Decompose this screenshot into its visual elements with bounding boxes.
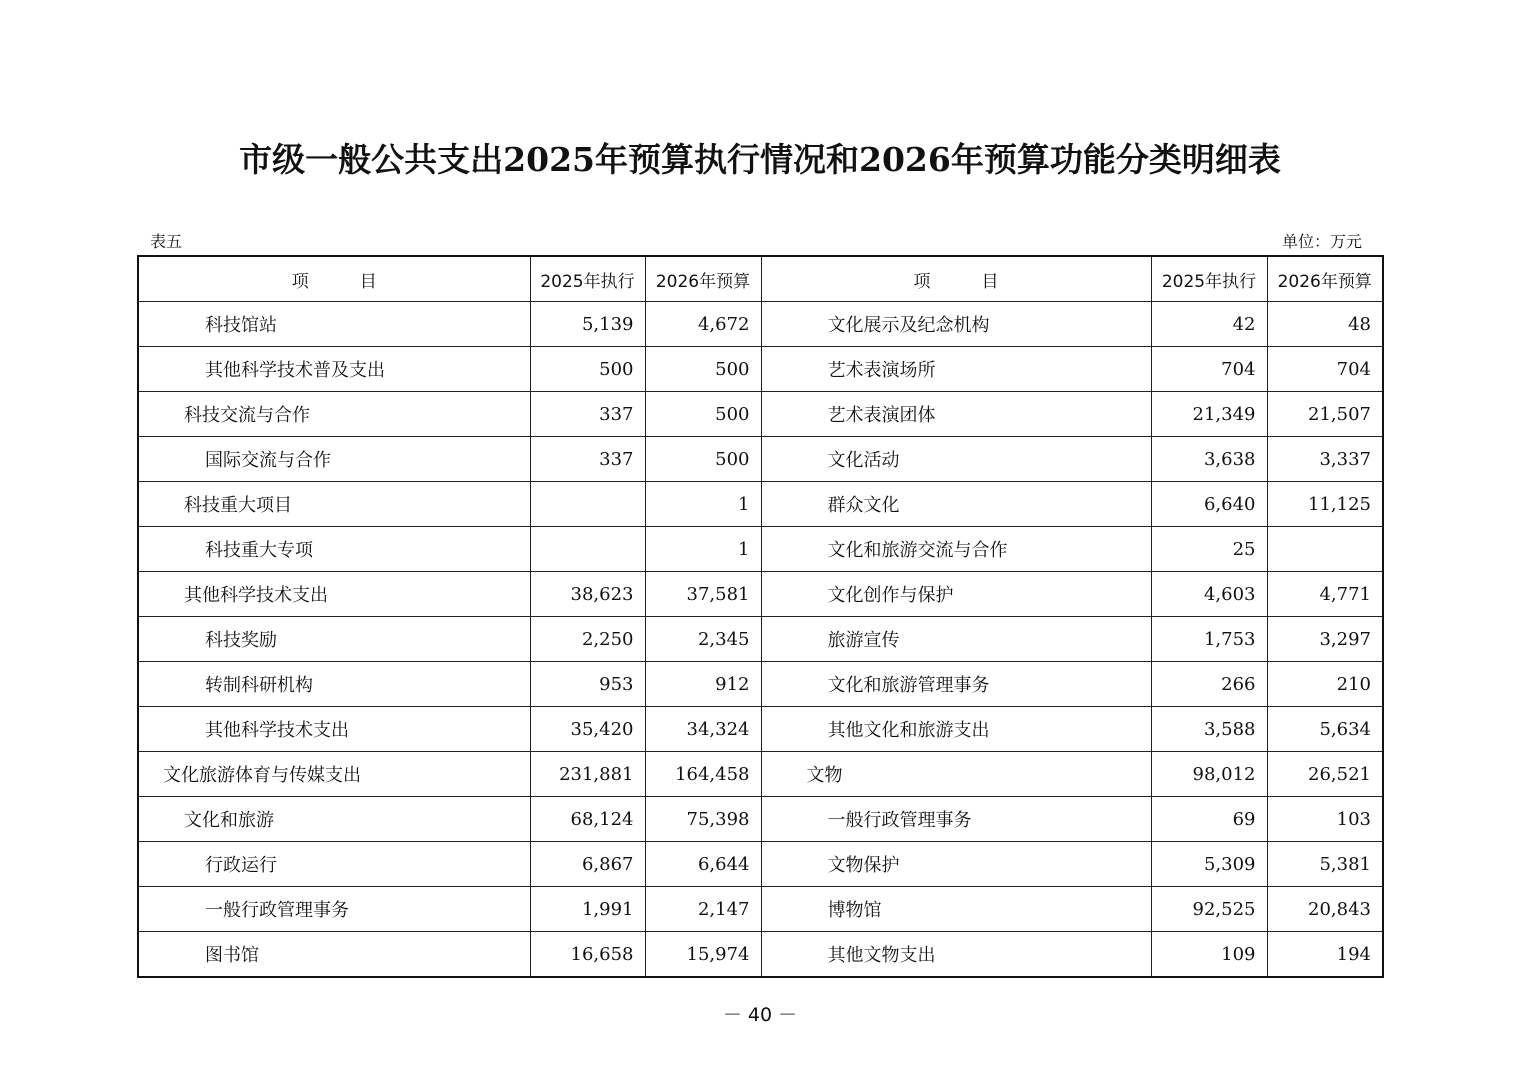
budget2026-value-left: 4,672 (645, 302, 761, 347)
exec2025-value-right: 5,309 (1151, 842, 1267, 887)
budget2026-value-left: 6,644 (645, 842, 761, 887)
budget2026-value-left: 164,458 (645, 752, 761, 797)
budget2026-value-right: 3,337 (1267, 437, 1383, 482)
budget2026-value-left: 1 (645, 482, 761, 527)
budget2026-value-right: 21,507 (1267, 392, 1383, 437)
budget2026-value-right: 5,381 (1267, 842, 1383, 887)
item-name-right: 文化展示及纪念机构 (761, 302, 1151, 347)
item-name-left: 科技交流与合作 (138, 392, 530, 437)
item-name-right: 文化和旅游交流与合作 (761, 527, 1151, 572)
budget2026-value-right (1267, 527, 1383, 572)
header-exec2025-left: 2025年执行 (530, 256, 645, 302)
budget2026-value-right: 210 (1267, 662, 1383, 707)
exec2025-value-right: 42 (1151, 302, 1267, 347)
budget2026-value-right: 704 (1267, 347, 1383, 392)
item-name-right: 群众文化 (761, 482, 1151, 527)
exec2025-value-right: 4,603 (1151, 572, 1267, 617)
table-label: 表五 (150, 232, 183, 251)
item-name-left: 国际交流与合作 (138, 437, 530, 482)
exec2025-value-right: 704 (1151, 347, 1267, 392)
exec2025-value-right: 98,012 (1151, 752, 1267, 797)
table-row (138, 302, 1383, 347)
table-row (138, 617, 1383, 662)
exec2025-value-left: 38,623 (530, 572, 645, 617)
header-item-left: 项 目 (138, 256, 530, 302)
exec2025-value-left: 2,250 (530, 617, 645, 662)
item-name-right: 博物馆 (761, 887, 1151, 932)
budget2026-value-right: 4,771 (1267, 572, 1383, 617)
budget2026-value-right: 48 (1267, 302, 1383, 347)
budget2026-value-left: 34,324 (645, 707, 761, 752)
budget2026-value-left: 75,398 (645, 797, 761, 842)
budget2026-value-right: 103 (1267, 797, 1383, 842)
exec2025-value-left: 337 (530, 392, 645, 437)
exec2025-value-left: 953 (530, 662, 645, 707)
exec2025-value-left: 35,420 (530, 707, 645, 752)
item-name-left: 科技重大专项 (138, 527, 530, 572)
header-budget2026-left: 2026年预算 (645, 256, 761, 302)
item-name-left: 其他科学技术普及支出 (138, 347, 530, 392)
budget2026-value-left: 37,581 (645, 572, 761, 617)
budget2026-value-left: 500 (645, 437, 761, 482)
item-name-right: 艺术表演场所 (761, 347, 1151, 392)
budget-table (137, 255, 1384, 978)
budget2026-value-right: 11,125 (1267, 482, 1383, 527)
table-row (138, 797, 1383, 842)
exec2025-value-right: 25 (1151, 527, 1267, 572)
exec2025-value-left: 16,658 (530, 932, 645, 978)
table-row (138, 752, 1383, 797)
exec2025-value-right: 21,349 (1151, 392, 1267, 437)
table-row (138, 662, 1383, 707)
exec2025-value-right: 1,753 (1151, 617, 1267, 662)
table-row (138, 842, 1383, 887)
budget2026-value-left: 2,147 (645, 887, 761, 932)
item-name-right: 文物 (761, 752, 1151, 797)
exec2025-value-right: 69 (1151, 797, 1267, 842)
table-header-row (138, 256, 1383, 302)
item-name-right: 文物保护 (761, 842, 1151, 887)
exec2025-value-right: 266 (1151, 662, 1267, 707)
budget2026-value-right: 26,521 (1267, 752, 1383, 797)
exec2025-value-right: 3,638 (1151, 437, 1267, 482)
unit-label: 单位：万元 (1281, 232, 1362, 251)
budget2026-value-left: 1 (645, 527, 761, 572)
item-name-left: 其他科学技术支出 (138, 707, 530, 752)
table-row (138, 482, 1383, 527)
table-row (138, 392, 1383, 437)
table-row (138, 572, 1383, 617)
budget2026-value-left: 912 (645, 662, 761, 707)
budget2026-value-right: 3,297 (1267, 617, 1383, 662)
table-body (138, 302, 1383, 978)
item-name-left: 文化旅游体育与传媒支出 (138, 752, 530, 797)
table-row (138, 707, 1383, 752)
item-name-left: 科技奖励 (138, 617, 530, 662)
budget2026-value-right: 5,634 (1267, 707, 1383, 752)
item-name-left: 转制科研机构 (138, 662, 530, 707)
table-row (138, 347, 1383, 392)
item-name-left: 图书馆 (138, 932, 530, 978)
exec2025-value-left: 231,881 (530, 752, 645, 797)
item-name-left: 科技重大项目 (138, 482, 530, 527)
exec2025-value-left: 337 (530, 437, 645, 482)
budget2026-value-left: 2,345 (645, 617, 761, 662)
item-name-left: 其他科学技术支出 (138, 572, 530, 617)
page-number: － 40 － (722, 1004, 798, 1026)
item-name-right: 其他文物支出 (761, 932, 1151, 978)
exec2025-value-right: 92,525 (1151, 887, 1267, 932)
budget2026-value-left: 500 (645, 347, 761, 392)
exec2025-value-right: 109 (1151, 932, 1267, 978)
item-name-left: 一般行政管理事务 (138, 887, 530, 932)
item-name-right: 艺术表演团体 (761, 392, 1151, 437)
item-name-right: 文化创作与保护 (761, 572, 1151, 617)
exec2025-value-left: 500 (530, 347, 645, 392)
exec2025-value-right: 6,640 (1151, 482, 1267, 527)
exec2025-value-left: 1,991 (530, 887, 645, 932)
header-budget2026-right: 2026年预算 (1267, 256, 1383, 302)
item-name-right: 文化活动 (761, 437, 1151, 482)
item-name-right: 文化和旅游管理事务 (761, 662, 1151, 707)
exec2025-value-left: 68,124 (530, 797, 645, 842)
header-item-right: 项 目 (761, 256, 1151, 302)
budget2026-value-left: 500 (645, 392, 761, 437)
page-title: 市级一般公共支出2025年预算执行情况和2026年预算功能分类明细表 (239, 140, 1281, 179)
table-row (138, 932, 1383, 978)
item-name-left: 科技馆站 (138, 302, 530, 347)
header-exec2025-right: 2025年执行 (1151, 256, 1267, 302)
exec2025-value-left (530, 482, 645, 527)
budget2026-value-right: 20,843 (1267, 887, 1383, 932)
item-name-right: 其他文化和旅游支出 (761, 707, 1151, 752)
item-name-left: 行政运行 (138, 842, 530, 887)
budget2026-value-left: 15,974 (645, 932, 761, 978)
exec2025-value-right: 3,588 (1151, 707, 1267, 752)
table-row (138, 527, 1383, 572)
table-row (138, 887, 1383, 932)
budget2026-value-right: 194 (1267, 932, 1383, 978)
item-name-right: 旅游宣传 (761, 617, 1151, 662)
exec2025-value-left: 6,867 (530, 842, 645, 887)
item-name-left: 文化和旅游 (138, 797, 530, 842)
item-name-right: 一般行政管理事务 (761, 797, 1151, 842)
table-row (138, 437, 1383, 482)
exec2025-value-left: 5,139 (530, 302, 645, 347)
exec2025-value-left (530, 527, 645, 572)
